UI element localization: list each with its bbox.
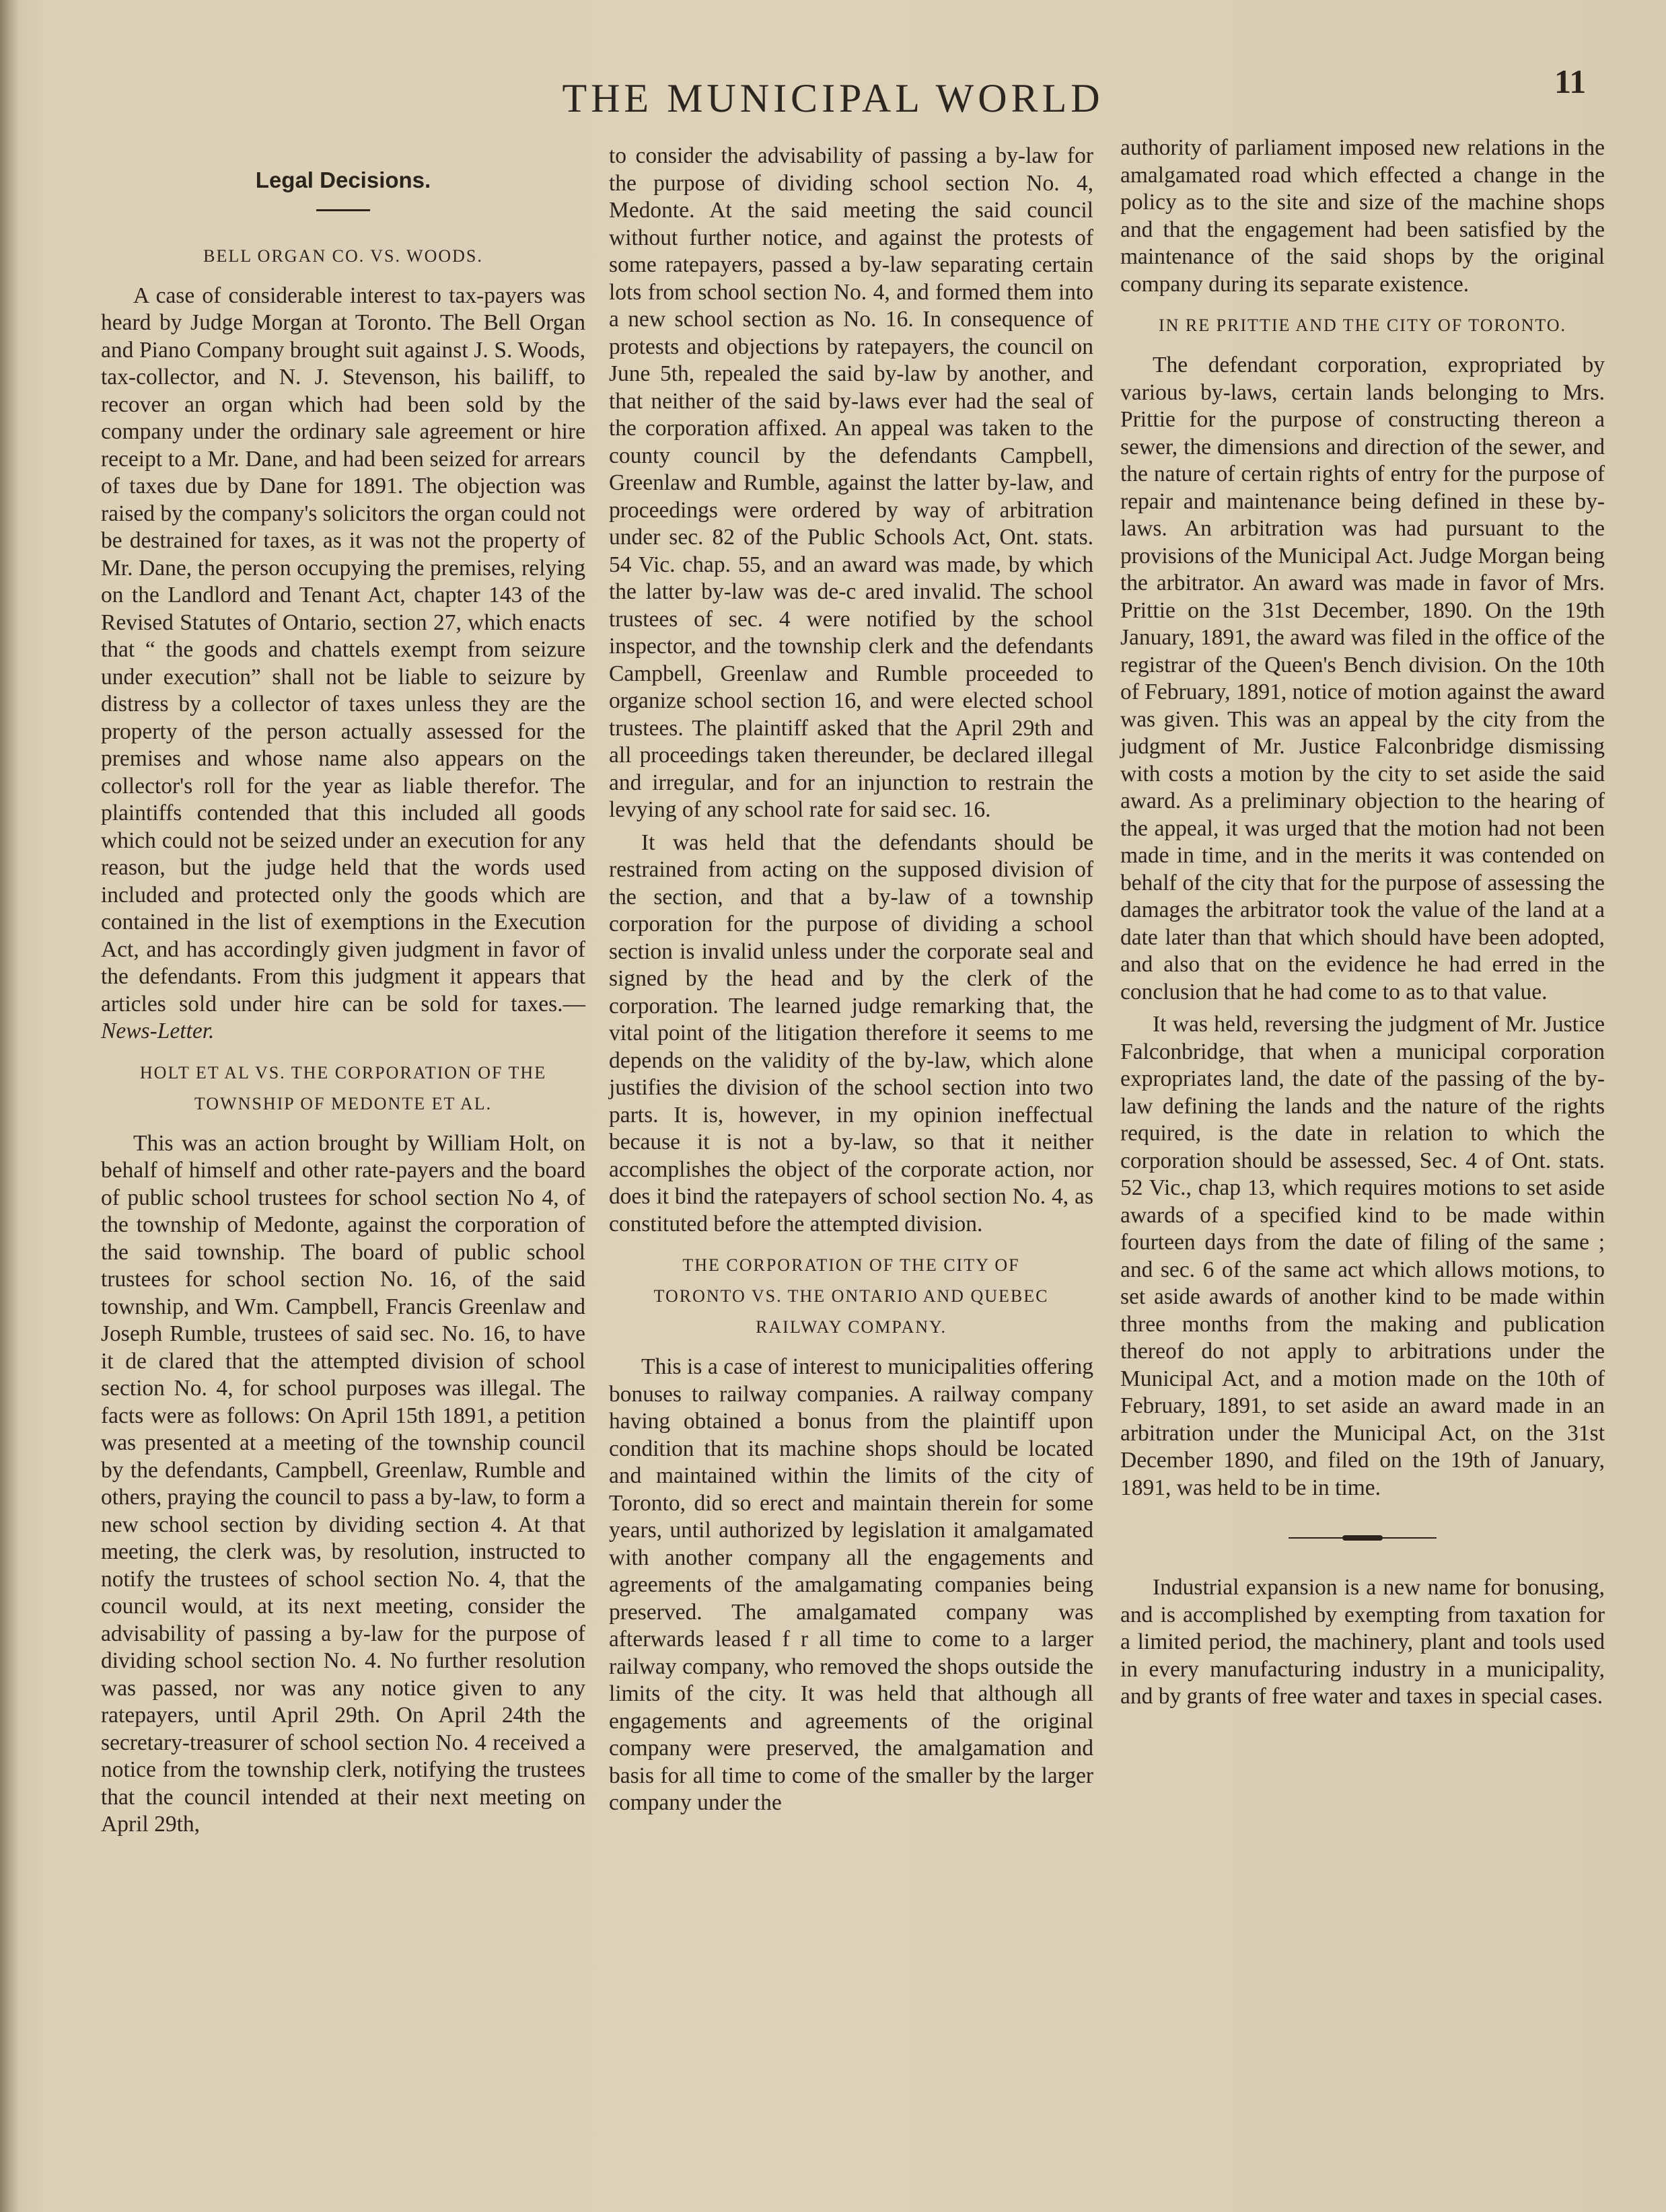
title-rule — [316, 209, 370, 211]
page-number: 11 — [1554, 63, 1587, 100]
paragraph: It was held that the defendants should be restrained from acting on the supposed division of the section, and that a by-law of a township corporation for the purpose of dividing a school section is invalid unless under the corporate seal and signed by the head and by the clerk of the corporation. The learned judge remarking that, the vital point of the litigation therefore it seems to me depends on the validity of the by-law, which alone justifies the division of the school section into two parts. It is, however, in my opinion ineffectual because it is not a by-law, so that it neither accomplishes the object of the corporate action, nor does it bind the ratepayers of school section No. 4, as constituted before the attempted division. — [609, 830, 1093, 1237]
case-title-prittie: IN RE PRITTIE AND THE CITY OF TORONTO. — [1158, 316, 1567, 335]
column-3 — [1120, 135, 1605, 1716]
paragraph: authority of parliament imposed new relations in the amalgamated road which effected a change in the policy as to the site and size of the machine shops and that the engagement had been satisfied by the maintenance of the said shops by the original company during its separate existence. — [1120, 135, 1605, 297]
ornament-dot — [1342, 1535, 1383, 1541]
paragraph: The defendant corporation, expropriated by various by-laws, certain lands belonging to Mrs. Prittie for the purpose of constructing thereon a sewer, the dimensions and direction of the sewer, and the nature of certain rights of entry for the purpose of repair and maintenance being defined in these by-laws. An arbitration was had pursuant to the provisions of the Municipal Act. Judge Morgan being the arbitrator. An award was made in favor of Mrs. Prittie on the 31st December, 1890. On the 19th January, 1891, the award was filed in the office of the registrar of the Queen's Bench division. On the 10th of February, 1891, notice of motion against the award was given. This was an appeal by the city from the judgment of Mr. Justice Falconbridge dismissing with costs a motion by the city to set aside the said award. As a preliminary objection to the hearing of the appeal, it was urged that the motion had not been made in time, and in the merits it was contended on behalf of the city that for the purpose of assessing the damages the arbitrator took the value of the land at a date later than that which should have been adopted, and also that on the evidence he had erred in the conclusion that he had come to as to that value. — [1120, 353, 1605, 1004]
case-title-holt — [101, 1058, 585, 1119]
paragraph: to consider the advisability of passing a by-law for the purpose of dividing school section No. 4, Medonte. At the said meeting the said council without further notice, and against the protests of some ratepayers, passed a by-law separating certain lots from school section No. 4, and formed them into a new school section as No. 16. In consequence of protests and objections by ratepayers, the council on June 5th, repealed the said by-law by another, and that neither of the said by-laws ever had the seal of the corporation affixed. An appeal was taken to the county council by the defendants Campbell, Greenlaw and Rumble, against the latter by-law, and proceedings were ordered by way of arbitration under sec. 82 of the Public Schools Act, Ont. stats. 54 Vic. chap. 55, and an award was made, by which the latter by-law was de-c ared invalid. The school trustees of sec. 4 were notified by the school inspector, and the township clerk and the defendants Campbell, Greenlaw and Rumble proceeded to organize school section 16, and were elected school trustees. The plaintiff asked that the April 29th and all proceedings taken thereunder, be declared illegal and irregular, and for an injunction to restrain the levying of any school rate for said sec. 16. — [609, 143, 1093, 822]
case-title-line: HOLT ET AL VS. THE CORPORATION OF THE — [139, 1062, 547, 1082]
paragraph — [101, 283, 585, 1045]
case-title-line: THE CORPORATION OF THE CITY OF — [682, 1255, 1020, 1275]
section-title: Legal Decisions. — [255, 168, 431, 192]
masthead: THE MUNICIPAL WORLD — [562, 76, 1104, 120]
column-1 — [101, 148, 585, 1844]
case-title-toronto-railway — [609, 1250, 1093, 1343]
page-spine-shadow — [0, 0, 19, 2212]
case-title-bell-organ: BELL ORGAN CO. VS. WOODS. — [203, 246, 483, 266]
case-title-line: TOWNSHIP OF MEDONTE ET AL. — [194, 1093, 493, 1113]
case-title-line: RAILWAY COMPANY. — [756, 1317, 947, 1337]
paragraph: Industrial expansion is a new name for bonusing, and is accomplished by exempting from taxation for a limited period, the machinery, plant and tools used in every manufacturing industry in a municipality, and by grants of free water and taxes in special cases. — [1120, 1575, 1605, 1709]
paragraph: It was held, reversing the judgment of Mr. Justice Falconbridge, that when a municipal corporation expropriates land, the date of the passing of the by-law defining the lands and the nature of the rights required, is the date in relation to which the corporation should be assessed, Sec. 4 of Ont. stats. 52 Vic., chap 13, which requires motions to set aside awards of a specified kind to be made within fourteen days from the date of filing of the same ; and sec. 6 of the same act which allows motions, to set aside awards of another kind to be made within three months from the making and publication thereof do not apply to arbitrations under the Municipal Act, and a motion made on the 10th of February, 1891, to set aside an award made in an arbitration under the Municipal Act, on the 31st December 1890, and filed on the 19th of January, 1891, was held to be in time. — [1120, 1012, 1605, 1500]
section-divider-ornament — [1289, 1535, 1437, 1541]
column-2 — [609, 143, 1093, 1822]
source-credit: News-Letter. — [101, 1019, 215, 1043]
paragraph: This was an action brought by William Holt, on behalf of himself and other rate-payers and the board of public school trustees for school section No 4, of the township of Medonte, against the corporation of the said township. The board of public school trustees for school section No. 16, of the said township, and Wm. Campbell, Francis Greenlaw and Joseph Rumble, trustees of said sec. No. 16, to have it de clared that the attempted division of school section No. 4, for school purposes was illegal. The facts were as follows: On April 15th 1891, a petition was presented at a meeting of the township council by the defendants, Campbell, Greenlaw, Rumble and others, praying the council to pass a by-law, to form a new school section by dividing section 4. At that meeting, the clerk was, by resolution, instructed to notify the trustees of school section No. 4, that the council would, at its next meeting, consider the advisability of passing a by-law for the purpose of dividing school section No. 4. No further resolution was passed, nor was any notice given to any ratepayers, until April 29th. On April 24th the secretary-treasurer of school section No. 4 received a notice from the township clerk, notifying the trustees that the council intended at their next meeting on April 29th, — [101, 1130, 585, 1837]
paragraph: This is a case of interest to municipalities offering bonuses to railway companies. A railway company having obtained a bonus from the plaintiff upon condition that its machine shops should be located and maintained within the limits of the city of Toronto, did so erect and maintain therein for some years, until authorized by legislation it amalgamated with another company all the engagements and agreements of the amalgamating companies being preserved. The amalgamated company was afterwards leased f r all time to come to a larger railway company, who removed the shops outside the limits of the city. It was held that although all engagements and agreements of the original company were preserved, the amalgamation and basis for all time to come of the smaller by the larger company under the — [609, 1354, 1093, 1815]
case-text: A case of considerable interest to tax-payers was heard by Judge Morgan at Toronto. The Bell Organ and Piano Company brought suit against J. S. Woods, tax-collector, and N. J. Stevenson, his bailiff, to recover an organ which had been sold by the company under the ordinary sale agreement or hire receipt to a Mr. Dane, and had been seized for arrears of taxes due by Dane for 1891. The objection was raised by the company's solicitors the organ could not be destrained for taxes, as it was not the property of Mr. Dane, the person occupying the premises, relying on the Landlord and Tenant Act, chapter 143 of the Revised Statutes of Ontario, section 27, which enacts that “ the goods and chattels exempt from seizure under execution” shall not be liable to seizure by distress by a collector of taxes unless they are the property of the person actually assessed for the premises and whose name also appears on the collector's roll for the year as liable therefor. The plaintiffs contended that this included all goods which could not be seized under an execution for any reason, but the judge held that the words used included and protected only the goods which are contained in the list of exemptions in the Execution Act, and has accordingly given judgment in favor of the defendants. From this judgment it appears that articles sold under hire can be sold for taxes.— — [101, 283, 585, 1017]
case-title-line: TORONTO VS. THE ONTARIO AND QUEBEC — [653, 1286, 1049, 1306]
